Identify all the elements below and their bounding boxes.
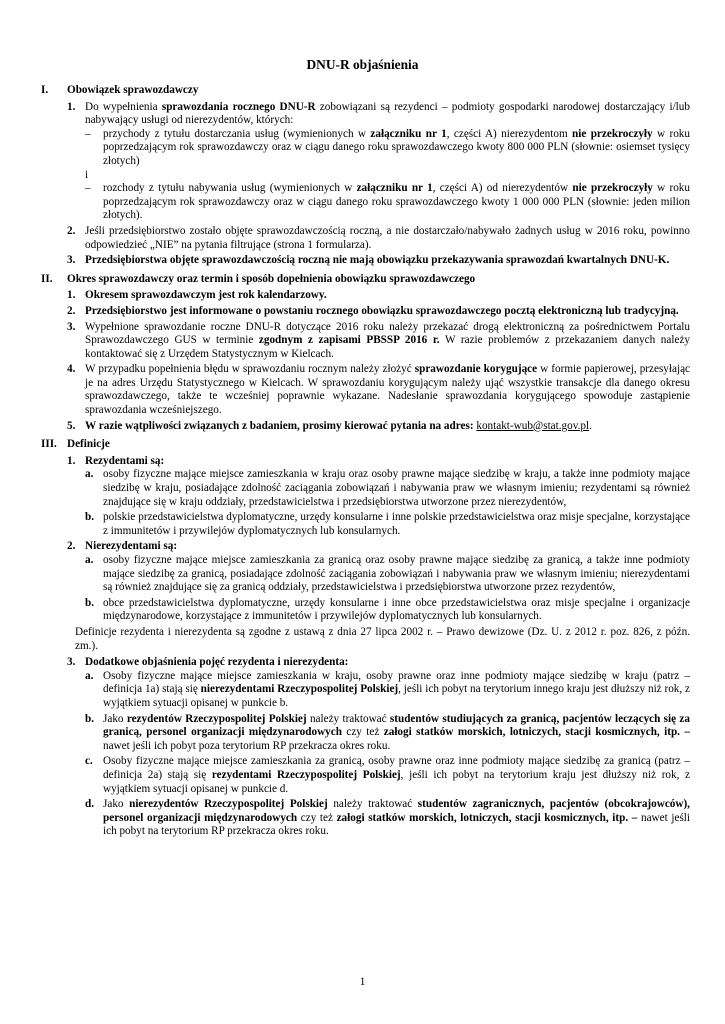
item-number: 1. (67, 100, 76, 113)
section-2-list (67, 289, 690, 433)
list-item (67, 321, 690, 362)
list-item (67, 254, 690, 268)
section-heading-2 (41, 272, 690, 287)
document-title: DNU-R objaśnienia (306, 57, 419, 72)
sub-letter: b. (85, 596, 95, 609)
text-bold: Przedsiębiorstwo jest informowane o powstaniu rocznego obowiązku sprawozdawczego pocztą elektroniczną lub tradycyjną. (85, 304, 679, 317)
item-heading: Dodatkowe objaśnienia pojęć rezydenta i nierezydenta: (85, 656, 349, 669)
dash-bullet: – (85, 182, 91, 195)
sub-item (85, 755, 690, 796)
text-bold: sprawozdanie korygujące (414, 363, 538, 376)
page-number: 1 (359, 976, 366, 988)
document-body (41, 84, 691, 841)
section-3-list-cont (67, 656, 690, 839)
text-bold: Przedsiębiorstwa objęte sprawozdawczością roczną nie mają obowiązku przekazywania sprawozdań kwartalnych DNU-K. (85, 254, 670, 267)
item-number: 1. (67, 454, 76, 467)
text: przychody z tytułu dostarczania usług (wymienionych w (103, 127, 371, 140)
item-heading: Nierezydentami są: (85, 540, 178, 553)
text: polskie przedstawicielstwa dyplomatyczne, urzędy konsularne i inne polskie przedstawicielstwa oraz misje specjalne, korzystające z immunitetów i przywilejów dyplomatycznych lub konsularnych. (103, 511, 690, 537)
text: Wypełnione sprawozdanie roczne DNU-R dotyczące 2016 roku należy przekazać drogą elektroniczną za pośrednictwem Portalu Sprawozdawczego GUS w terminie (85, 320, 690, 347)
section-title: Obowiązek sprawozdawczy (67, 84, 199, 96)
list-item (67, 305, 690, 319)
text: w formie papierowej, przesyłając je na adres Urzędu Statystycznego w Kielcach. W sprawozdaniu korygującym należy ująć wszystkie transakcje dla danego okresu sprawozdawczego, także te wcześniej poprawnie wykazane. Nadesłanie sprawozdania korygującego spowoduje zastąpienie sprawozdania wcześniejszego. (85, 363, 691, 417)
text-bold: rezydentów Rzeczypospolitej Polskiej (126, 712, 307, 725)
text: w roku poprzedzającym rok sprawozdawczy oraz w ciągu danego roku sprawozdawczego kwoty 1 000 000 PLN (słownie: jeden milion złotych). (103, 182, 690, 222)
text: osoby fizyczne mające miejsce zamieszkania za granicą oraz osoby prawne mające siedzibę za granicą, a także inne podmioty mające siedzibę za granicą, posiadające zdolność zaciągania zobowiązań i nabywania praw we własnym imieniu; nierezydentami są również znajdujące się za granicą oddziały, przedstawicielstwa i przedsiębiorstwa utworzone przez rezydentów, (103, 554, 690, 594)
sub-item (85, 597, 690, 624)
list-item (67, 225, 690, 252)
text: , jeśli ich pobyt na terytorium kraju jest dłuższy niż rok, z wyjątkiem sytuacji opisanej w punkcie d. (103, 768, 690, 795)
text: , części A) nierezydentom (446, 127, 573, 140)
sub-item (85, 554, 690, 595)
text: zobowiązani są rezydenci – podmioty gospodarki narodowej dostarczający i/lub nabywający usługi od nierezydentów, których: (85, 100, 690, 127)
text-bold: sprawozdania rocznego DNU-R (161, 100, 316, 113)
section-3-list (67, 455, 690, 624)
section-heading-3 (41, 438, 690, 452)
section-title: Definicje (67, 438, 110, 451)
text-bold: załączniku nr 1 (370, 127, 447, 140)
text: należy traktować (306, 712, 390, 725)
text: W przypadku popełnienia błędu w sprawozdaniu rocznym należy złożyć (85, 363, 415, 376)
text: w roku poprzedzającym rok sprawozdawczy oraz w ciągu danego roku sprawozdawczego kwoty 800 000 PLN (słownie: osiemset tysięcy złotych) (103, 127, 690, 167)
text: nawet jeśli ich pobyt poza terytorium RP przekracza okres roku. (103, 739, 391, 752)
list-item (67, 656, 690, 839)
item-number: 2. (67, 540, 76, 553)
email-link[interactable]: kontakt-wub@stat.gov.pl (476, 419, 590, 432)
sub-item (85, 511, 690, 538)
dash-item (85, 182, 690, 223)
text: obce przedstawicielstwa dyplomatyczne, urzędy konsularne i inne obce przedstawicielstwa oraz misje specjalne i organizacje międzynarodowe, korzystające z immunitetów i przywilejów dyplomatycznych lub konsularnych. (103, 596, 690, 623)
text-bold: studentów zagranicznych, pacjentów (obcokrajowców), personel organizacji międzynarodowych (103, 798, 690, 824)
text: . (589, 419, 592, 432)
text: rozchody z tytułu nabywania usług (wymienionych w (103, 182, 357, 195)
text-bold: nierezydentami Rzeczypospolitej Polskiej (200, 683, 399, 696)
sub-letter: c. (85, 755, 93, 768)
item-number: 3. (67, 320, 76, 333)
text-bold: rezydentami Rzeczypospolitej Polskiej (211, 768, 401, 781)
list-item (67, 455, 690, 539)
item-heading: Rezydentami są: (85, 454, 165, 467)
text-bold: W razie wątpliwości związanych z badaniem, prosimy kierować pytania na adres: (85, 419, 477, 432)
list-item (67, 420, 690, 434)
text: czy też (297, 811, 337, 824)
text: nawet jeśli ich pobyt na terytorium RP przekracza okres roku. (103, 811, 690, 838)
item-number: 1. (67, 289, 76, 302)
text-bold: załączniku nr 1 (356, 182, 433, 195)
item-number: 4. (67, 363, 76, 376)
text-bold: studentów studiujących za granicą, pacjentów leczących się za granicą, personel organizacji międzynarodowych (103, 712, 690, 739)
dash-item (85, 128, 690, 169)
text-bold: nie przekroczyły (572, 127, 653, 140)
list-item (67, 101, 690, 223)
text: Jako (103, 712, 127, 725)
section-number: II. (41, 272, 53, 285)
text-bold: Okresem sprawozdawczym jest rok kalendarzowy. (85, 289, 327, 302)
text-bold: załogi statków morskich, lotniczych, stacji kosmicznych, itp. – (383, 726, 690, 739)
section-heading-1 (41, 84, 690, 98)
text: czy też (341, 726, 384, 739)
sub-letter: b. (85, 511, 95, 524)
text: należy traktować (327, 798, 418, 811)
text-bold: nierezydentów Rzeczypospolitej Polskiej (129, 798, 328, 811)
section-title: Okres sprawozdawczy oraz termin i sposób dopełnienia obowiązku sprawozdawczego (67, 272, 476, 285)
text: Osoby fizyczne mające miejsce zamieszkania w kraju, osoby prawne oraz inne podmioty mające siedzibę w kraju (patrz – definicja 1a) stają się (103, 669, 690, 696)
text-bold: nie przekroczyły (572, 182, 653, 195)
list-item (67, 363, 690, 417)
dash-bullet: – (85, 127, 91, 140)
text: Do wypełnienia (85, 100, 162, 113)
section-1-list (67, 101, 690, 268)
conjunction: i (85, 168, 89, 181)
text-bold: zgodnym z zapisami PBSSP 2016 r. (258, 334, 440, 347)
sub-letter: b. (85, 712, 95, 725)
text-bold: załogi statków morskich, lotniczych, stacji kosmicznych, itp. – (336, 811, 638, 824)
sub-item (85, 468, 690, 509)
text: , części A) od nierezydentów (432, 182, 573, 195)
text: , jeśli ich pobyt na terytorium innego kraju jest dłuższy niż rok, z wyjątkiem sytuacji opisanej w punkcie b. (103, 683, 690, 709)
text: osoby fizyczne mające miejsce zamieszkania w kraju oraz osoby prawne mające siedzibę w kraju, a także inne podmioty mające siedzibę w kraju, posiadające zdolność zaciągania zobowiązań i nabywania praw we własnym imieniu; rezydentami są również znajdujące się w kraju oddziały, przedstawicielstwa i przedsiębiorstwa utworzone przez nierezydentów, (103, 468, 690, 508)
list-item (67, 540, 690, 624)
sub-letter: d. (85, 798, 95, 811)
item-number: 3. (67, 254, 76, 267)
sub-item (85, 713, 690, 754)
text: Osoby fizyczne mające miejsce zamieszkania za granicą, osoby prawne oraz inne podmioty mające siedzibę za granicą (patrz – definicja 2a) stają się (103, 755, 690, 781)
item-number: 2. (67, 304, 76, 317)
sub-letter: a. (85, 669, 94, 682)
sub-letter: a. (85, 468, 94, 481)
sub-item (85, 798, 690, 839)
text: Jeśli przedsiębiorstwo zostało objęte sprawozdawczością roczną, a nie dostarczało/nabywało żadnych usług w 2016 roku, powinno odpowiedzieć „NIE” na pytania filtrujące (strona 1 formularza). (85, 224, 690, 251)
sub-letter: a. (85, 554, 94, 566)
item-number: 3. (67, 656, 76, 669)
item-number: 2. (67, 224, 76, 237)
text: W razie problemów z przekazaniem danych należy kontaktować się z Urzędem Statystycznym w Kielcach. (85, 334, 690, 360)
section-number: III. (41, 438, 57, 451)
section-number: I. (41, 84, 49, 96)
sub-item (85, 670, 690, 711)
text: Jako (103, 798, 130, 811)
list-item (67, 289, 690, 303)
definition-note: Definicje rezydenta i nierezydenta są zgodne z ustawą z dnia 27 lipca 2002 r. – Prawo dewizowe (Dz. U. z 2012 r. poz. 826, z późn. zm.). (75, 625, 690, 652)
item-number: 5. (67, 419, 76, 432)
